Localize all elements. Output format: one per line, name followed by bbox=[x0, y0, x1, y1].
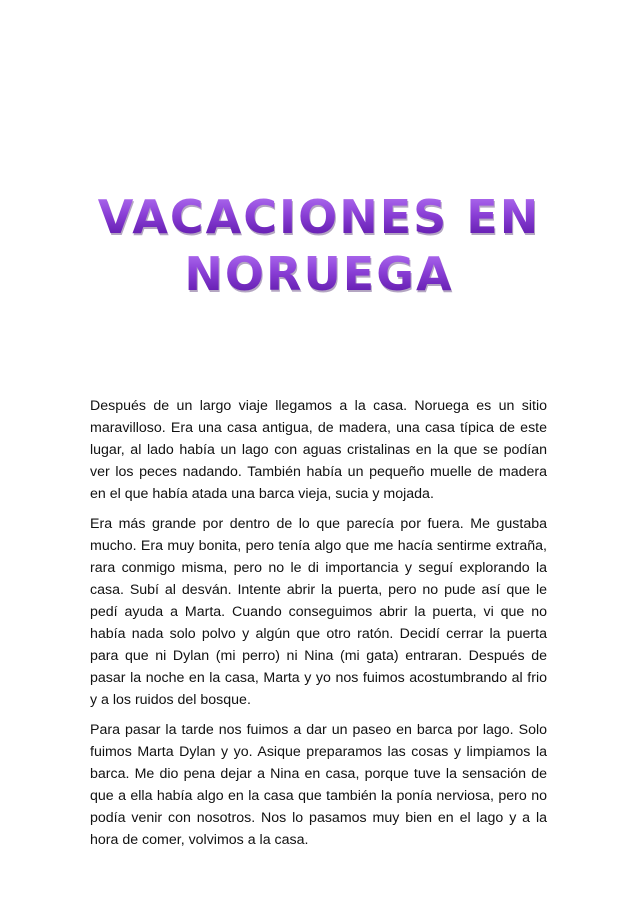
document-title-line-2: NORUEGA bbox=[0, 251, 638, 297]
document-body bbox=[90, 395, 547, 859]
document-title-line-1: VACACIONES EN bbox=[0, 194, 638, 240]
paragraph-2: Era más grande por dentro de lo que parecía por fuera. Me gustaba mucho. Era muy bonita, pero tenía algo que me hacía sentirme extraña, rara conmigo misma, pero no le di importancia y seguí explorando la casa. Subí al desván. Intente abrir la puerta, pero no pude así que le pedí ayuda a Marta. Cuando conseguimos abrir la puerta, vi que no había nada solo polvo y algún que otro ratón. Decidí cerrar la puerta para que ni Dylan (mi perro) ni Nina (mi gata) entraran. Después de pasar la noche en la casa, Marta y yo nos fuimos acostumbrando al frio y a los ruidos del bosque. bbox=[90, 516, 547, 708]
paragraph-3: Para pasar la tarde nos fuimos a dar un paseo en barca por lago. Solo fuimos Marta Dylan y yo. Asique preparamos las cosas y limpiamos la barca. Me dio pena dejar a Nina en casa, porque tuve la sensación de que a ella había algo en la casa que también la ponía nerviosa, pero no podía venir con nosotros. Nos lo pasamos muy bien en el lago y a la hora de comer, volvimos a la casa. bbox=[90, 722, 547, 848]
paragraph-1: Después de un largo viaje llegamos a la casa. Noruega es un sitio maravilloso. Era una casa antigua, de madera, una casa típica de este lugar, al lado había un lago con aguas cristalinas en la que se podían ver los peces nadando. También había un pequeño muelle de madera en el que había atada una barca vieja, sucia y mojada. bbox=[90, 398, 547, 502]
